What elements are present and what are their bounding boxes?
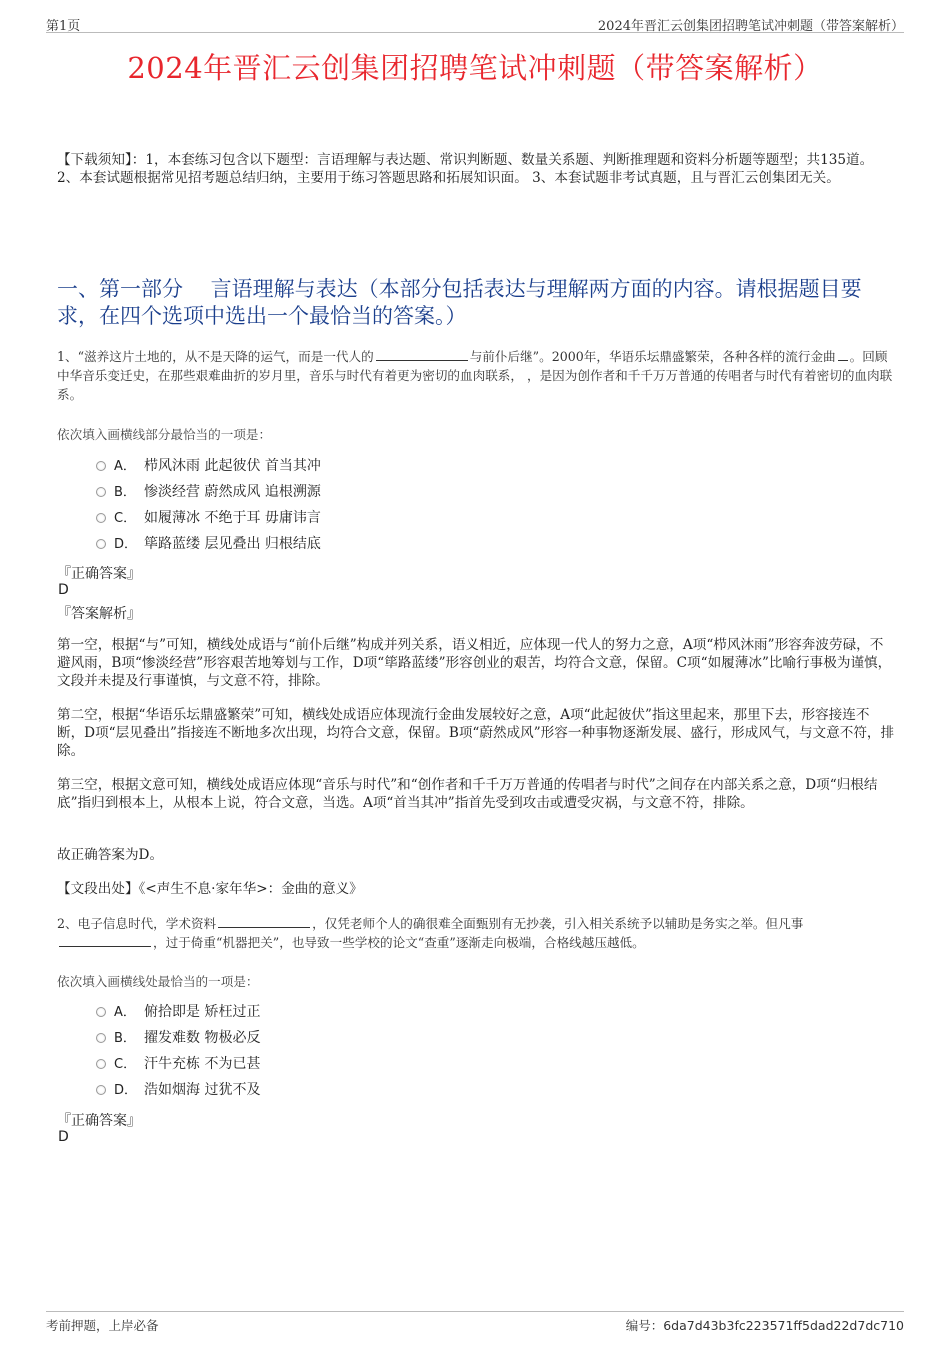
q2-option-d[interactable]: D． 浩如烟海 过犹不及 — [96, 1079, 260, 1101]
question-2-stem — [57, 914, 897, 952]
page-header — [46, 14, 904, 33]
q2-prompt: 依次填入画横线处最恰当的一项是： — [57, 974, 259, 989]
radio-icon[interactable] — [96, 1007, 106, 1017]
q1-analysis-para-1: 第一空，根据“与”可知，横线处成语与“前仆后继”构成并列关系，语义相近，应体现一代人的努力之意，A项“栉风沐雨”形容奔波劳碌，不避风雨，B项“惨淡经营”形容艰苦地筹划与工作，D项“筚路蓝缕”形容创业的艰苦，均符合文意，保留。C项“如履薄冰”比喻行事极为谨慎，文段并未提及行事谨慎，与文意不符，排除。 — [57, 637, 892, 689]
answer-blank — [218, 914, 310, 928]
q1-analysis-para-2: 第二空，根据“华语乐坛鼎盛繁荣”可知，横线处成语应体现流行金曲发展较好之意，A项“此起彼伏”指这里起来，那里下去，形容接连不断，D项“层见叠出”指接连不断地多次出现，均符合文意，保留。B项“蔚然成风”形容一种事物逐渐发展、盛行，形成风气，与文意不符，排除。 — [57, 707, 895, 759]
q1-stem-part-c: 。回顾中华音乐变迁史，在那些艰难曲折的岁月里，音乐与时代有着更为密切的血肉联系， ，是因为创作者和千千万万普通的传唱者与时代有着密切的血肉联系。 — [57, 349, 893, 402]
q2-answer-label: 『正确答案』 — [57, 1113, 141, 1129]
answer-blank — [838, 347, 848, 361]
q2-option-a[interactable]: A． 俯拾即是 矫枉过正 — [96, 1001, 260, 1023]
q1-analysis-para-3: 第三空，根据文意可知，横线处成语应体现“音乐与时代”和“创作者和千千万万普通的传唱者与时代”之间存在内部关系之意，D项“归根结底”指归到根本上，从根本上说，符合文意，当选。A项“首当其冲”指首先受到攻击或遭受灾祸，与文意不符，排除。 — [57, 777, 878, 811]
section-title: 一、第一部分 言语理解与表达（本部分包括表达与理解两方面的内容。请根据题目要求，在四个选项中选出一个最恰当的答案。） — [57, 277, 862, 328]
q1-option-a[interactable]: A． 栉风沐雨 此起彼伏 首当其冲 — [96, 455, 321, 477]
q2-option-b[interactable]: B． 擢发难数 物极必反 — [96, 1027, 260, 1049]
q2-option-c[interactable]: C． 汗牛充栋 不为已甚 — [96, 1053, 260, 1075]
radio-icon[interactable] — [96, 461, 106, 471]
q1-answer: D — [58, 582, 69, 598]
radio-icon[interactable] — [96, 1059, 106, 1069]
q2-stem-part-b: ，仅凭老师个人的确很难全面甄别有无抄袭，引入相关系统予以辅助是务实之举。但凡事 — [312, 916, 804, 931]
q1-conclusion: 故正确答案为D。 — [57, 847, 164, 863]
q1-option-b[interactable]: B． 惨淡经营 蔚然成风 追根溯源 — [96, 481, 321, 503]
radio-icon[interactable] — [96, 1085, 106, 1095]
q1-source: 【文段出处】《<声生不息·家年华>：金曲的意义》 — [57, 881, 363, 897]
page-footer — [46, 1311, 904, 1332]
document-title: 2024年晋汇云创集团招聘笔试冲刺题（带答案解析） — [127, 51, 823, 85]
q1-analysis-label: 『答案解析』 — [57, 606, 141, 622]
page-number: 第1页 — [46, 19, 81, 34]
q1-stem-part-b: 与前仆后继”。2000年，华语乐坛鼎盛繁荣，各种各样的流行金曲 — [469, 349, 836, 364]
answer-blank — [376, 347, 468, 361]
q1-stem-part-a: 1、“滋养这片土地的，从不是天降的运气，而是一代人的 — [57, 349, 374, 364]
download-notice: 【下载须知】：1，本套练习包含以下题型：言语理解与表达题、常识判断题、数量关系题、判断推理题和资料分析题等题型；共135道。 2、本套试题根据常见招考题总结归纳，主要用于练习答题思路和拓展知识面。 3、本套试题非考试真题，且与晋汇云创集团无关。 — [57, 152, 874, 186]
q1-option-d[interactable]: D． 筚路蓝缕 层见叠出 归根结底 — [96, 533, 321, 555]
footer-slogan: 考前押题，上岸必备 — [46, 1318, 159, 1333]
radio-icon[interactable] — [96, 513, 106, 523]
answer-blank — [59, 933, 151, 947]
question-1-stem — [57, 347, 897, 404]
q2-stem-part-c: ，过于倚重“机器把关”，也导致一些学校的论文“查重”逐渐走向极端，合格线越压越低。 — [153, 935, 645, 950]
q1-prompt: 依次填入画横线部分最恰当的一项是： — [57, 427, 272, 442]
header-doc-title: 2024年晋汇云创集团招聘笔试冲刺题（带答案解析） — [597, 19, 904, 34]
footer-code: 编号：6da7d43b3fc223571ff5dad22d7dc710 — [625, 1318, 904, 1333]
q2-stem-part-a: 2、电子信息时代，学术资料 — [57, 916, 217, 931]
q1-answer-label: 『正确答案』 — [57, 566, 141, 582]
radio-icon[interactable] — [96, 539, 106, 549]
radio-icon[interactable] — [96, 1033, 106, 1043]
q2-answer: D — [58, 1129, 69, 1145]
q1-option-c[interactable]: C． 如履薄冰 不绝于耳 毋庸讳言 — [96, 507, 321, 529]
radio-icon[interactable] — [96, 487, 106, 497]
